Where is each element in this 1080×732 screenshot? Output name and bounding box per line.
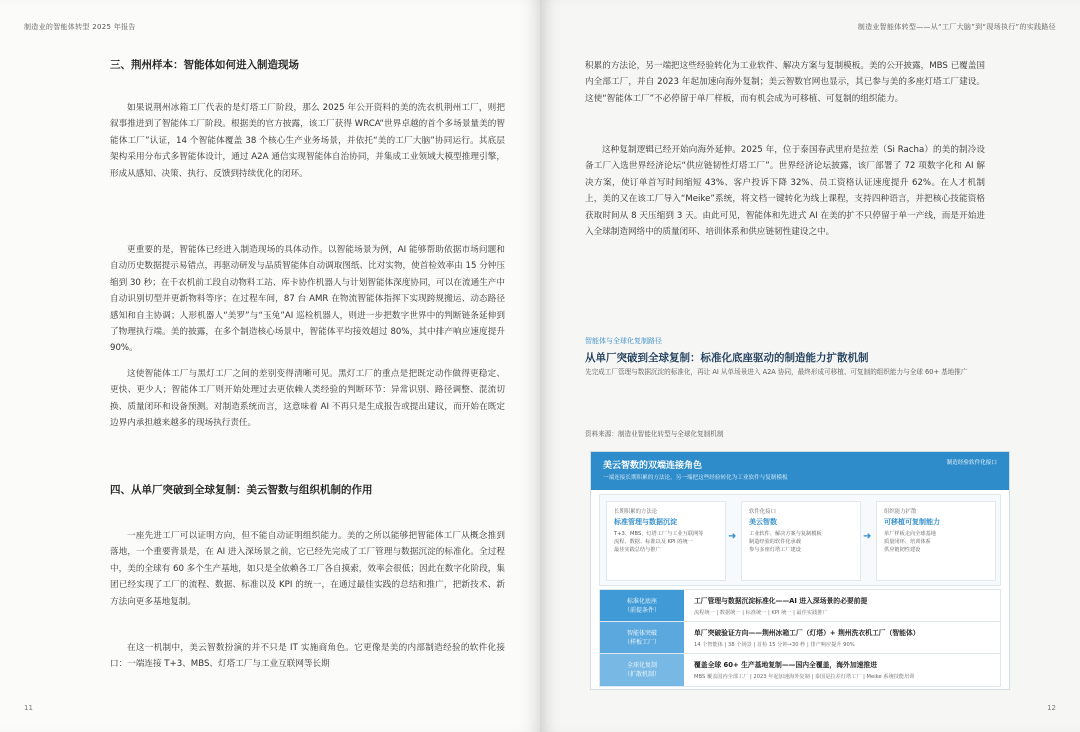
step-1-lines: T+3、MBS、灯塔工厂与工业互联网等 流程、数据、标准以及 KPI 的统一 最佳实践总结与推广 xyxy=(614,531,704,553)
stage-2-badge-title: 智能体突破 xyxy=(626,630,657,637)
stage-1-badge xyxy=(600,590,684,622)
stage-3-meta: MBS 覆盖国内全部工厂 | 2023 年起加速海外复制 | 泰国是拉差灯塔工厂 | Meike 系统技能培训 xyxy=(694,674,915,680)
right-p2-block xyxy=(585,142,985,240)
stage-3-badge-sub: （扩散机制） xyxy=(623,671,660,678)
left-p3-block xyxy=(110,366,505,432)
page-number-left: 11 xyxy=(24,704,33,712)
arrow-right-icon: ➜ xyxy=(863,531,872,542)
step-3-name: 可移植可复制能力 xyxy=(884,518,940,526)
stage-2-badge xyxy=(600,622,684,654)
figure-title: 从单厂突破到全球复制：标准化底座驱动的制造能力扩散机制 xyxy=(585,352,869,364)
step-2-lines: 工业软件、解决方案与复制模板 制造经验的软件化承载 参与多座灯塔工厂建设 xyxy=(749,531,822,553)
stage-row-3 xyxy=(599,653,1001,687)
stage-2-meta: 14 个智能体 | 38 个场景 | 首检 15 分钟→30 秒 | 排产响应提升 90% xyxy=(694,642,855,648)
stage-2-title: 单厂突破验证方向——荆州冰箱工厂（灯塔）+ 荆州洗衣机工厂（智能体） xyxy=(694,629,920,637)
step-3-label: 组织能力扩散 xyxy=(884,509,917,515)
left-h4-block xyxy=(110,483,505,497)
figure-header-right: 制造经验软件化接口 xyxy=(946,460,997,466)
flow-step-2 xyxy=(741,501,861,581)
step-3-lines: 单厂样板走向全球基地 质量闭环、培训体系 供应链韧性建设 xyxy=(884,531,936,553)
flow-step-3 xyxy=(876,501,996,581)
figure-source: 资料来源：制造业智能化转型与全球化复制机制 xyxy=(585,430,724,438)
figure-header-subtitle: 一端连接长期积累的方法论，另一端把这些经验转化为工业软件与复制模板 xyxy=(603,475,788,481)
flow-step-1 xyxy=(606,501,726,581)
arrow-right-icon: ➜ xyxy=(728,531,737,542)
infographic-figure xyxy=(590,451,1010,690)
stage-1-badge-title: 标准化底座 xyxy=(626,598,657,605)
paragraph-continued: 积累的方法论，另一端把这些经验转化为工业软件、解决方案与复制模板。美的公开披露，MBS 已覆盖国内全部工厂，并自 2023 年起加速向海外复制；美云智数官网也显示，其已参与美的多座灯塔工厂建设。这使“智能体工厂”不必停留于单厂样板，而有机会成为可移植、可复制的组织能力。 xyxy=(585,61,985,104)
stage-3-badge xyxy=(600,654,684,686)
figure-header xyxy=(591,452,1009,490)
page-number-right: 12 xyxy=(1047,704,1056,712)
right-page xyxy=(540,0,1080,732)
figure-tag: 智能体与全球化复制路径 xyxy=(585,337,662,345)
running-header-right: 制造业智能体转型——从“工厂大脑”到“现场执行”的实践路径 xyxy=(857,23,1056,31)
paragraph-2: 更重要的是，智能体已经进入制造现场的具体动作。以智能场景为例，AI 能够帮助依据市场问题和自动历史数据提示易错点，再驱动研发与品质智能体自动调取图纸、比对实物，使首检效率由 15 分钟压缩到 30 秒；在千衣机前工段自动物料工站、库卡协作机器人与计划智能体深度协同，可以在流通生产中自动识别切型并更新物料等序；在过程车间，87 台 AMR 在物流智能体指挥下实现跨规搬运、动态路径感知和自主协调；人形机器人“美罗”与“玉兔”AI 巡检机器人，则进一步把数字世界中的判断链条延伸到了物理执行端。美的披露，在多个制造核心场景中，智能体平均接效超过 80%，其中排产响应速度提升 90%。 xyxy=(110,245,505,354)
stage-1-badge-sub: （前提条件） xyxy=(623,607,660,614)
figure-header-title: 美云智数的双端连接角色 xyxy=(603,461,703,471)
left-p4-block xyxy=(110,528,505,610)
paragraph-4: 一座先进工厂可以证明方向，但不能自动证明组织能力。美的之所以能够把智能体工厂从概念推到落地，一个重要背景是，在 AI 进入深场景之前，它已经先完成了工厂管理与数据沉淀的标准化。全过程中，美的全球有 60 多个生产基地，如只是全依赖各工厂各自摸索，效率会很低；因此在数字化阶段，集团已经实现了工厂的流程、数据、标准以及 KPI 的统一，在通过最佳实践的总结和推广，把新技术、新方法向更多基地复制。 xyxy=(110,531,505,607)
stage-1-title: 工厂管理与数据沉淀标准化——AI 进入深场景的必要前提 xyxy=(694,597,868,605)
paragraph-2-right: 这种复制逻辑已经开始向海外延伸。2025 年，位于泰国春武里府是拉差（Si Racha）的美的制冷设备工厂入选世界经济论坛“供应链韧性灯塔工厂”。世界经济论坛披露，该厂部署了 72 项数字化和 AI 解决方案，使订单首写时间缩短 43%、客户投诉下降 32%、员工资格认证速度提升 62%。在人才机制上，美的又在该工厂导入“Meike”系统，将文档一键转化为线上课程，支持四种语言，并把核心技能资格获取时间从 8 天压缩到 3 天。由此可见，智能体和先进式 AI 在美的扩不只停留于单一产线，而是开始进入全球制造网络中的质量闭环、培训体系和供应链韧性建设之中。 xyxy=(585,145,985,238)
stage-1-meta: 流程统一 | 数据统一 | 标准统一 | KPI 统一 | 最佳实践推广 xyxy=(694,610,828,616)
figure-subtitle: 先完成工厂管理与数据沉淀的标准化，再让 AI 从单场景进入 A2A 协同，最终形成可移植、可复制的组织能力与全球 60+ 基地推广 xyxy=(585,368,968,376)
left-p5-block xyxy=(110,640,505,673)
step-2-label: 软件化接口 xyxy=(749,509,776,515)
left-column xyxy=(110,58,505,72)
running-header-left: 制造业的智能体转型 2025 年报告 xyxy=(24,23,136,31)
stage-2-badge-sub: （样板工厂） xyxy=(623,639,660,646)
right-p1-block xyxy=(585,58,985,107)
section-4-title: 四、从单厂突破到全球复制：美云智数与组织机制的作用 xyxy=(110,484,373,496)
stage-3-badge-title: 全球化复制 xyxy=(626,662,657,669)
step-1-label: 长期积累的方法论 xyxy=(614,509,658,515)
figure-caption xyxy=(585,336,985,377)
figure-source-block xyxy=(585,428,985,438)
stage-row-2 xyxy=(599,621,1001,655)
flow-diagram xyxy=(599,494,1001,586)
left-p2-block xyxy=(110,242,505,357)
step-1-name: 标准管理与数据沉淀 xyxy=(614,518,677,526)
paragraph-5: 在这一机制中，美云智数扮演的并不只是 IT 实施商角色。它更像是美的内部制造经验的软件化接口：一端连接 T+3、MBS、灯塔工厂与工业互联网等长期 xyxy=(110,643,505,670)
left-p1-block xyxy=(110,100,505,182)
paragraph-1: 如果说荆州冰箱工厂代表的是灯塔工厂阶段，那么 2025 年公开资料的美的洗衣机荆州工厂，则把叙事推进到了智能体工厂阶段。根据美的官方披露，该工厂获得 WRCA“世界卓越的首个多场景量美的智能体工厂”认证，14 个智能体覆盖 38 个核心生产业务场景，并依托“美的工厂大脑”协同运行。其底层架构采用分布式多智能体设计，通过 A2A 通信实现智能体自治协同，并集成工业领域大模型推理引擎，形成从感知、决策、执行、反馈到持续优化的闭环。 xyxy=(110,103,505,179)
stage-3-title: 覆盖全球 60+ 生产基地复制——国内全覆盖，海外加速推进 xyxy=(694,661,878,669)
stage-row-1 xyxy=(599,589,1001,623)
step-2-name: 美云智数 xyxy=(749,518,777,526)
paragraph-3: 这使智能体工厂与黑灯工厂之间的差别变得清晰可见。黑灯工厂的重点是把既定动作做得更稳定、更快、更少人；智能体工厂则开始处理过去更依赖人类经验的判断环节：异常识别、路径调整、混流切换、质量闭环和设备预测。对制造系统而言，这意味着 AI 不再只是生成报告或提出建议，而开始在既定边界内承担越来越多的现场执行责任。 xyxy=(110,369,505,429)
section-3-title: 三、荆州样本：智能体如何进入制造现场 xyxy=(110,59,299,71)
